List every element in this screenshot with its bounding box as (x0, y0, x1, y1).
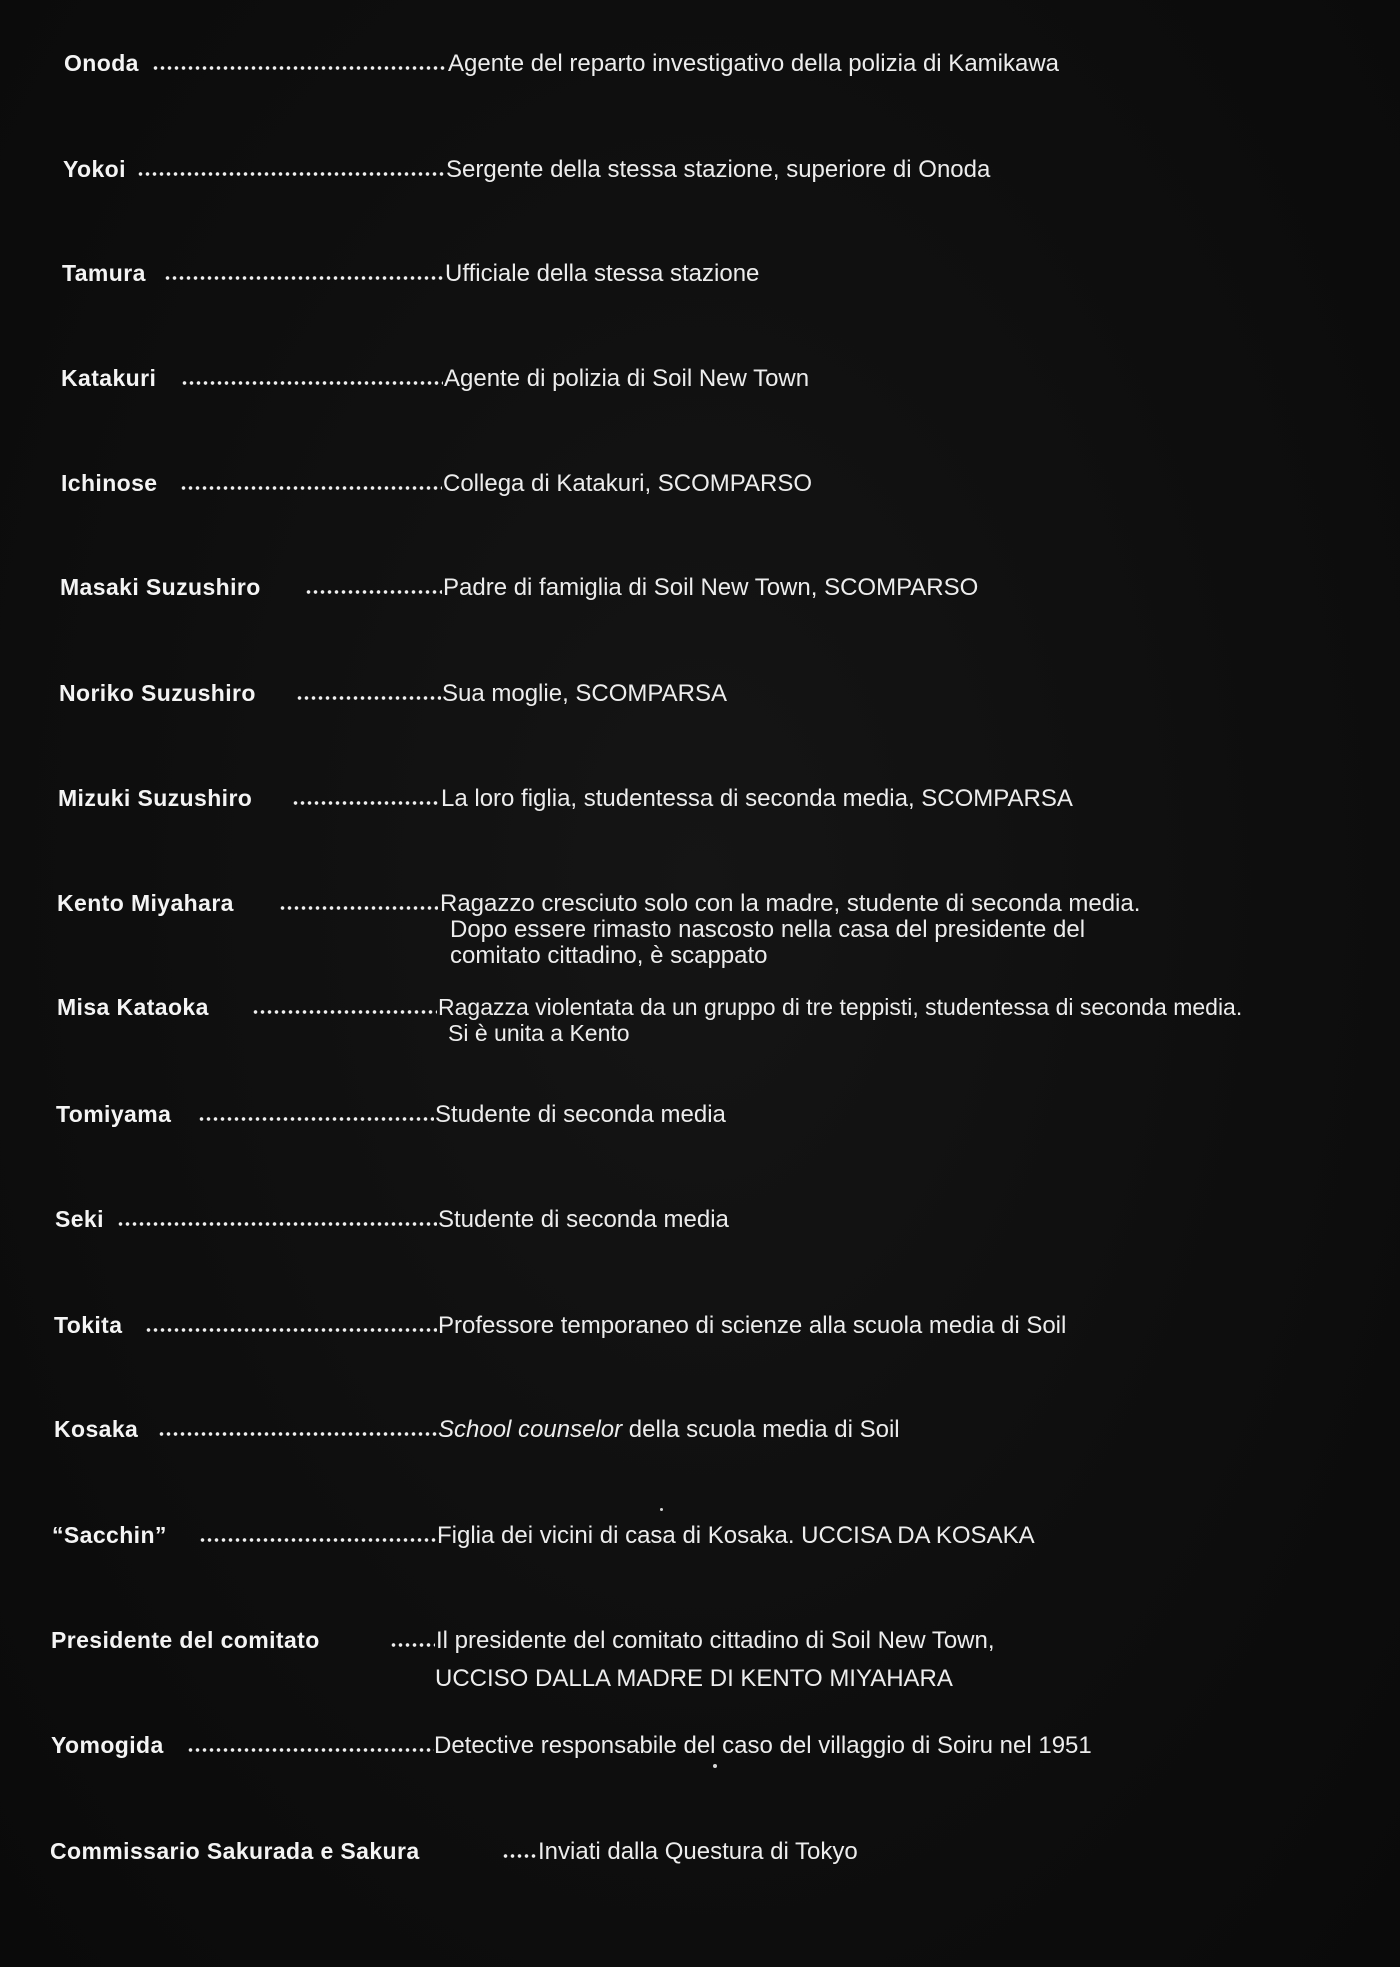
dot-leader (137, 161, 445, 177)
character-name: Yomogida (51, 1732, 164, 1758)
role-line: La loro figlia, studentessa di seconda media, SCOMPARSA (441, 785, 1073, 812)
character-name: “Sacchin” (52, 1522, 167, 1548)
character-name: Masaki Suzushiro (60, 574, 261, 600)
character-name: Ichinose (61, 470, 158, 496)
character-name: Tamura (62, 260, 146, 286)
role-line: comitato cittadino, è scappato (450, 942, 768, 969)
character-role (438, 1314, 1066, 1340)
role-line: Collega di Katakuri, SCOMPARSO (443, 470, 813, 497)
role-line: Padre di famiglia di Soil New Town, SCOMPARSO (443, 574, 979, 601)
role-line: Si è unita a Kento (448, 1020, 630, 1046)
character-role (437, 1524, 1035, 1550)
character-role (436, 1629, 995, 1693)
character-role (448, 52, 1059, 78)
role-line: Dopo essere rimasto nascosto nella casa del presidente del (450, 916, 1086, 943)
role-italic-term: School counselor (438, 1416, 623, 1443)
character-name: Seki (55, 1206, 104, 1232)
role-line: Detective responsabile del caso del villaggio di Soiru nel 1951 (434, 1732, 1092, 1759)
dot-leader (181, 370, 443, 386)
role-line: Agente del reparto investigativo della polizia di Kamikawa (448, 50, 1060, 77)
dot-leader (390, 1632, 435, 1648)
print-speck (713, 1764, 717, 1768)
character-name: Tomiyama (56, 1101, 172, 1127)
dot-leader (279, 895, 438, 911)
dot-leader (502, 1843, 537, 1859)
character-name: Noriko Suzushiro (59, 680, 256, 706)
character-role (435, 1103, 726, 1129)
dot-leader (158, 1421, 437, 1437)
character-name: Onoda (64, 50, 139, 76)
dot-leader (199, 1527, 436, 1543)
dot-leader (145, 1317, 437, 1333)
dot-leader (187, 1737, 434, 1753)
character-role (440, 892, 1140, 970)
print-speck (660, 1508, 663, 1511)
role-line: Agente di polizia di Soil New Town (444, 365, 810, 392)
character-role (442, 682, 727, 708)
character-name: Commissario Sakurada e Sakura (50, 1838, 420, 1864)
role-line: Studente di seconda media (438, 1206, 729, 1233)
character-name: Tokita (54, 1312, 123, 1338)
role-line: Sergente della stessa stazione, superiore di Onoda (446, 156, 991, 183)
dot-leader (198, 1106, 434, 1122)
role-line: Ragazzo cresciuto solo con la madre, studente di seconda media. (440, 890, 1141, 917)
character-name: Yokoi (63, 156, 126, 182)
character-name: Mizuki Suzushiro (58, 785, 253, 811)
role-text: della scuola media di Soil (622, 1416, 900, 1443)
character-role (445, 262, 759, 288)
dot-leader (292, 790, 440, 806)
dot-leader (252, 999, 437, 1015)
character-name: Kosaka (54, 1416, 139, 1442)
character-role (441, 787, 1073, 813)
character-role (438, 1418, 900, 1444)
character-role (434, 1734, 1092, 1760)
dot-leader (117, 1211, 437, 1227)
role-line (438, 1418, 900, 1444)
role-line: Il presidente del comitato cittadino di Soil New Town, (436, 1627, 995, 1654)
role-line: Ragazza violentata da un gruppo di tre teppisti, studentessa di seconda media. (438, 994, 1243, 1020)
dot-leader (305, 579, 442, 595)
character-name: Presidente del comitato (51, 1627, 320, 1653)
role-line: Ufficiale della stessa stazione (445, 260, 760, 287)
role-line: Studente di seconda media (435, 1101, 726, 1128)
dot-leader (296, 685, 441, 701)
dot-leader (164, 265, 444, 281)
role-line: Figlia dei vicini di casa di Kosaka. UCCISA DA KOSAKA (437, 1522, 1035, 1549)
character-role (444, 367, 809, 393)
character-role (443, 576, 978, 602)
character-name: Katakuri (61, 365, 157, 391)
role-line: Sua moglie, SCOMPARSA (442, 680, 727, 707)
role-line: UCCISO DALLA MADRE DI KENTO MIYAHARA (435, 1665, 953, 1692)
character-role (438, 1208, 729, 1234)
character-role (538, 1840, 858, 1866)
character-role (443, 472, 812, 498)
dot-leader (180, 475, 442, 491)
character-name: Misa Kataoka (57, 994, 209, 1020)
role-line: Professore temporaneo di scienze alla scuola media di Soil (438, 1312, 1067, 1339)
dot-leader (152, 55, 446, 71)
role-line: Inviati dalla Questura di Tokyo (538, 1838, 858, 1865)
character-role (438, 996, 1242, 1048)
character-name: Kento Miyahara (57, 890, 234, 916)
character-role (446, 158, 990, 184)
